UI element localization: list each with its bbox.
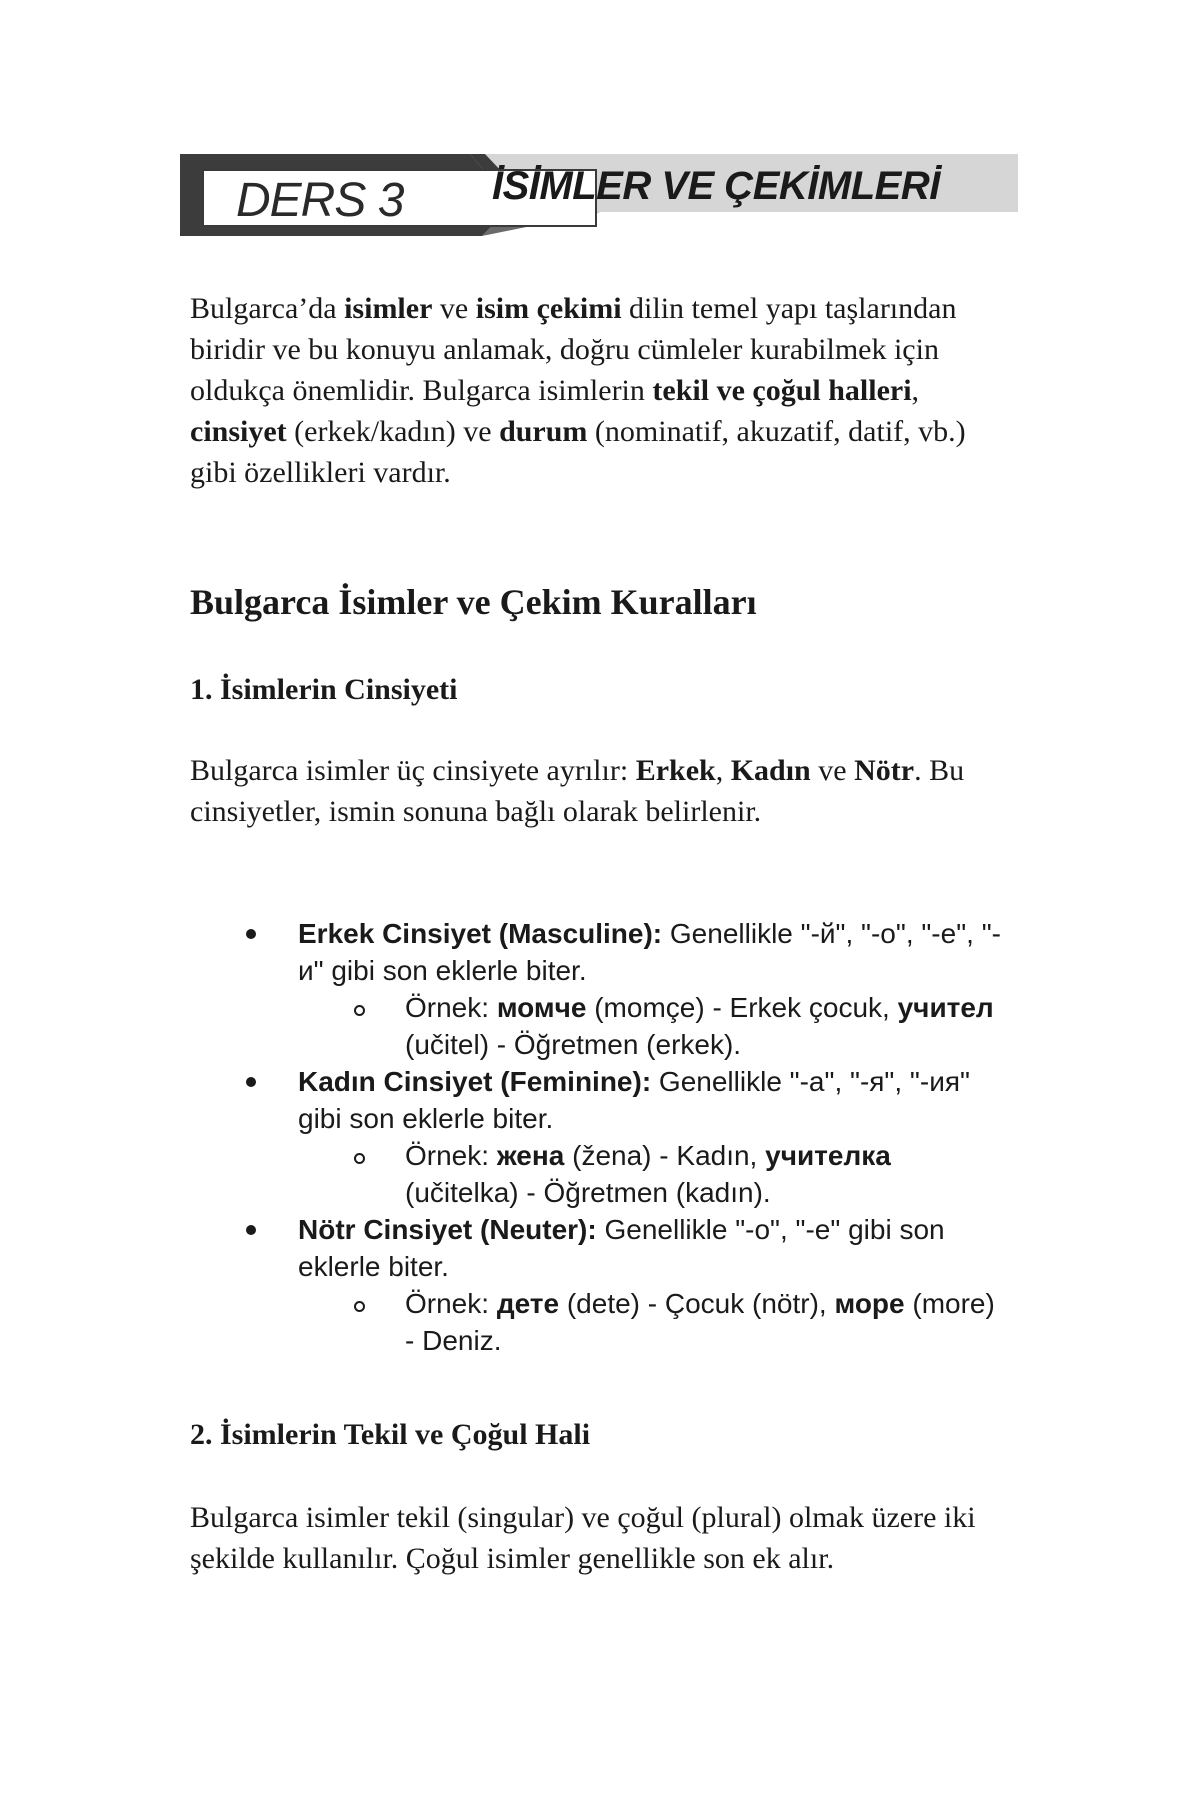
example-text: (momçe) - Erkek çocuk, <box>586 992 898 1023</box>
gender-paragraph <box>190 750 1005 832</box>
gender-heading: 1. İsimlerin Cinsiyeti <box>190 673 458 706</box>
gender-text: Bulgarca isimler üç cinsiyete ayrılır: <box>190 754 636 787</box>
list-item-desc: Genellikle "-й", "-o", "-e", "-и" gibi son eklerle biter. <box>298 918 1001 986</box>
example-word: учител <box>897 992 994 1023</box>
list-item <box>240 915 1010 989</box>
intro-text: dilin temel yapı taşlarından biridir ve bu konuyu anlamak, doğru cümleler kurabilmek için oldukça önemlidir. Bulgarca isimlerin <box>190 292 957 407</box>
list-item-label: Kadın Cinsiyet (Feminine): <box>298 1066 652 1097</box>
example-word: море <box>834 1288 905 1319</box>
bullet-icon <box>246 1077 256 1087</box>
intro-bold-term: isimler <box>344 292 433 325</box>
gender-text: , <box>715 754 731 787</box>
intro-bold-term: cinsiyet <box>190 415 287 448</box>
gender-list <box>240 915 1010 1359</box>
example-word: момче <box>496 992 587 1023</box>
intro-paragraph <box>190 288 1005 493</box>
example-prefix: Örnek: <box>405 1140 497 1171</box>
intro-bold-term: isim çekimi <box>475 292 622 325</box>
intro-text: Bulgarca’da <box>190 292 345 325</box>
section-title: Bulgarca İsimler ve Çekim Kuralları <box>190 582 757 622</box>
example-text: (dete) - Çocuk (nötr), <box>559 1288 835 1319</box>
example-text: (žena) - Kadın, <box>564 1140 766 1171</box>
number-heading: 2. İsimlerin Tekil ve Çoğul Hali <box>190 1418 591 1451</box>
lesson-number: DERS 3 <box>236 174 404 227</box>
gender-bold-term: Nötr <box>854 754 915 787</box>
bullet-icon <box>246 929 256 939</box>
example-text: (učitelka) - Öğretmen (kadın). <box>405 1177 771 1208</box>
intro-text: (nominatif, akuzatif, datif, vb.) gibi özellikleri vardır. <box>190 415 966 489</box>
gender-bold-term: Kadın <box>730 754 811 787</box>
number-paragraph <box>190 1497 1005 1579</box>
circle-bullet-icon <box>354 1301 365 1312</box>
lesson-title: İSİMLER VE ÇEKİMLERİ <box>492 164 940 208</box>
example-word: дете <box>496 1288 560 1319</box>
list-subitem <box>240 989 1010 1063</box>
list-item-label: Nötr Cinsiyet (Neuter): <box>298 1214 597 1245</box>
intro-bold-term: durum <box>499 415 588 448</box>
list-item-desc: Genellikle "-o", "-e" gibi son eklerle biter. <box>298 1214 945 1282</box>
example-word: учителка <box>765 1140 891 1171</box>
list-subitem <box>240 1137 1010 1211</box>
intro-text: ve <box>432 292 476 325</box>
list-item-label: Erkek Cinsiyet (Masculine): <box>298 918 663 949</box>
number-text: Bulgarca isimler tekil (singular) ve çoğul (plural) olmak üzere iki şekilde kullanılır. Çoğul isimler genellikle son ek alır. <box>190 1501 976 1575</box>
example-text: (more) - Deniz. <box>405 1288 995 1356</box>
intro-text: (erkek/kadın) ve <box>286 415 500 448</box>
list-item-desc: Genellikle "-a", "-я", "-ия" gibi son eklerle biter. <box>298 1066 970 1134</box>
list-item <box>240 1211 1010 1285</box>
gender-text: . Bu cinsiyetler, ismin sonuna bağlı olarak belirlenir. <box>190 754 965 828</box>
circle-bullet-icon <box>354 1005 365 1016</box>
list-subitem <box>240 1285 1010 1359</box>
example-prefix: Örnek: <box>405 1288 497 1319</box>
lesson-banner <box>180 154 1018 236</box>
gender-bold-term: Erkek <box>635 754 716 787</box>
intro-bold-term: tekil ve çoğul halleri <box>652 374 912 407</box>
bullet-icon <box>246 1225 256 1235</box>
example-word: жена <box>496 1140 565 1171</box>
gender-text: ve <box>810 754 855 787</box>
intro-text: , <box>911 374 920 407</box>
circle-bullet-icon <box>354 1153 365 1164</box>
list-item <box>240 1063 1010 1137</box>
example-text: (učitel) - Öğretmen (erkek). <box>405 1029 742 1060</box>
example-prefix: Örnek: <box>405 992 497 1023</box>
